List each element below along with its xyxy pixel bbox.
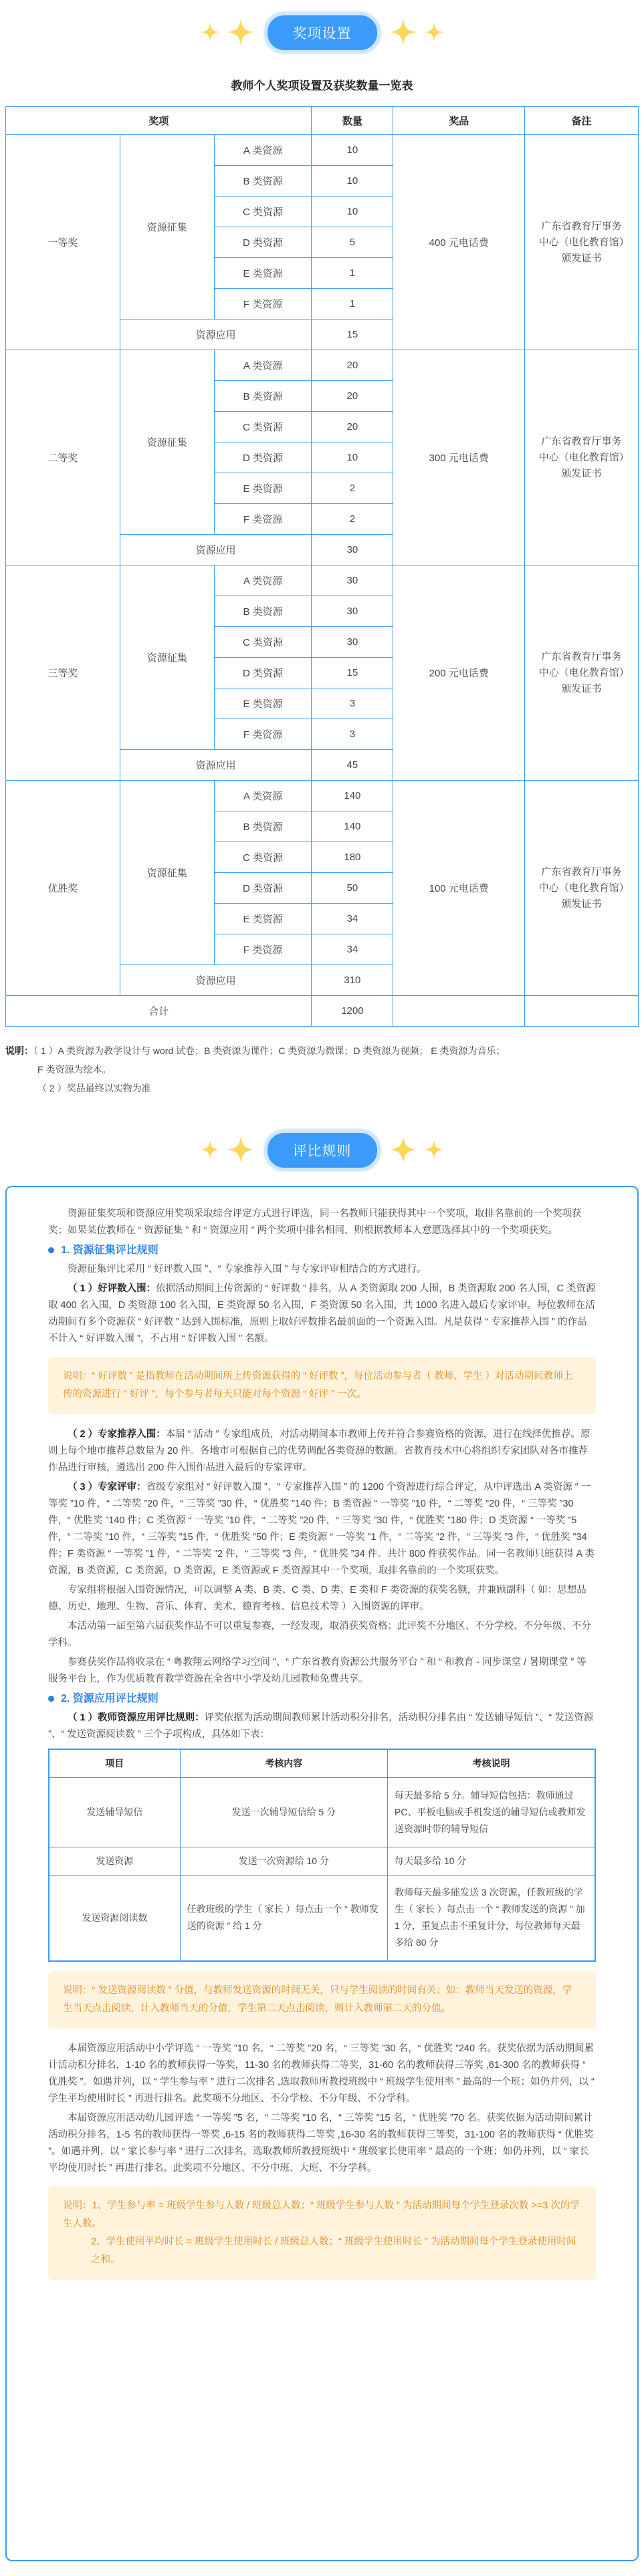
rules-heading-apply: [48, 1690, 596, 1707]
rules-p7: 本届资源应用活动中小学评选 “ 一等奖 ”10 名，“ 二等奖 ”20 名，“ 三等奖 ”30 名，“ 优胜奖 ”240 名。获奖依据为活动期间累计活动积分排名，1-10 名的教师获得一等奖，11-30 名的教师获得二等奖，31-60 名的教师获得三等奖 ,61-300 名的教师获得 “ 优胜奖 ”。如遇并列，以 “ 学生参与率 ” 进行二次排名 ,选取教师所教授班级中 “ 班级学生使用率 ” 最高的一个班；如仍并列，以 “ 学生平均使用时长 ” 再进行排名。此奖项不分地区、不分学校、不分年级、不分学科。: [48, 2043, 595, 2104]
score-desc: 每天最多给 10 分: [388, 1847, 595, 1876]
award-count: 3: [312, 719, 393, 750]
award-count: 2: [312, 473, 393, 504]
total-value: 1200: [312, 996, 393, 1027]
apply-count: 15: [312, 319, 393, 350]
award-count: 1: [312, 289, 393, 319]
award-count: 20: [312, 350, 393, 381]
resource-type: F 类资源: [214, 934, 312, 965]
score-desc: 教师每天最多能发送 3 次资源，任教班级的学生（ 家长 ）每点击一个 “ 教师发送的资源 ” 加 1 分，重复点击不重复计分，每位教师每天最多给 80 分: [388, 1876, 595, 1961]
award-prize: 400 元电话费: [393, 135, 525, 350]
table-row: [6, 996, 639, 1027]
score-header-desc: 考核说明: [388, 1749, 595, 1778]
table-row: [6, 781, 639, 811]
section-title-rules: 评比规则: [264, 1130, 381, 1171]
score-item: 发送辅导短信: [49, 1778, 180, 1847]
award-count: 2: [312, 504, 393, 535]
table-notes: [5, 1041, 644, 1098]
award-count: 1: [312, 258, 393, 289]
award-prize: 100 元电话费: [393, 781, 525, 996]
award-count: 10: [312, 197, 393, 227]
rules-p3-title: （ 3 ）专家评审：: [68, 1482, 146, 1493]
resource-type: A 类资源: [214, 565, 312, 596]
category-collect: 资源征集: [120, 565, 214, 750]
resource-type: D 类资源: [214, 658, 312, 688]
award-note: 广东省教育厅事务中心（电化教育馆）颁发证书: [525, 565, 639, 781]
note-2-text: 说明：“ 发送资源阅读数 ” 分值，与教师发送资源的时间无关，只与学生阅读的时间有关；如：教师当天发送的资源，学生当天点击阅读，计入教师当天的分值，学生第二天点击阅读，则计入教师第二天的分值。: [63, 1984, 572, 2014]
rules-p5: 本活动第一届至第六届获奖作品不可以重复参赛，一经发现，取消获奖资格；此评奖不分地区、不分学校、不分年级、不分学科。: [48, 1621, 591, 1648]
rules-heading-collect-text: 1. 资源征集评比规则: [61, 1245, 158, 1256]
note-box-3: [48, 2186, 596, 2280]
total-label: 合计: [6, 996, 312, 1027]
apply-count: 310: [312, 965, 393, 996]
award-count: 180: [312, 842, 393, 873]
score-content: 发送一次资源给 10 分: [180, 1847, 387, 1876]
section-header-awards: [0, 8, 644, 57]
rules-heading-collect: [48, 1242, 596, 1259]
resource-type: F 类资源: [214, 504, 312, 535]
rules-p2-body: 本届 “ 活动 ” 专家组成员，对活动期间本市教师上传并符合参赛资格的资源，进行在线择优推荐。原则上每个地市推荐总数量为 20 件。各地市可根据自己的优势调配各类资源的数额。省教育技术中心将组织专家团队对各市推荐作品进行审核，遴选出 200 件入围作品进入最后的专家评审。: [48, 1429, 591, 1473]
header-note: 备注: [525, 107, 639, 135]
category-apply: 资源应用: [120, 535, 312, 565]
award-name: 三等奖: [6, 565, 120, 781]
award-count: 30: [312, 565, 393, 596]
star-icon: [227, 19, 254, 45]
star-icon: [390, 1136, 417, 1163]
category-apply: 资源应用: [120, 319, 312, 350]
apply-count: 30: [312, 535, 393, 565]
resource-type: D 类资源: [214, 442, 312, 473]
category-collect: 资源征集: [120, 350, 214, 535]
resource-type: F 类资源: [214, 289, 312, 319]
award-count: 10: [312, 166, 393, 197]
table-row: [6, 350, 639, 381]
resource-type: C 类资源: [214, 842, 312, 873]
resource-type: F 类资源: [214, 719, 312, 750]
rules-p1-body: 依据活动期间上传资源的 “ 好评数 ” 排名，从 A 类资源取 200 人围，B 类资源取 200 名人围，C 类资源取 400 名入围，D 类资源 100 名入围，E 类资源 50 名入围，F 类资源 50 名入围，共 1000 名进入最后专家评审。每位教师在活动期间有多个资源获 “ 好评数 ” 达到入围标准，原则上取好评数排名最前面的一个资源入围。凡是获得 “ 专家推荐入围 ” 的作品不计入 “ 好评数入围 ”，不占用 “ 好评数入围 ” 名额。: [48, 1283, 596, 1344]
resource-type: C 类资源: [214, 197, 312, 227]
empty-cell: [525, 996, 639, 1027]
resource-type: E 类资源: [214, 473, 312, 504]
score-item: 发送资源: [49, 1847, 180, 1876]
notes-line1b: F 类资源为绘本。: [37, 1064, 112, 1075]
category-apply: 资源应用: [120, 750, 312, 781]
rules-heading-apply-text: 2. 资源应用评比规则: [61, 1693, 158, 1704]
rules-p4: 专家组将根据入围资源情况，可以调整 A 类、B 类、C 类、D 类、E 类和 F 类资源的获奖名额，并兼顾副科（ 如：思想品德、历史、地理、生物、音乐、体育、美术、德育考核、信息技术等 ）入围资源的评审。: [48, 1585, 586, 1612]
award-name: 优胜奖: [6, 781, 120, 996]
resource-type: B 类资源: [214, 166, 312, 197]
star-icon: [425, 23, 443, 41]
bullet-dot-icon: [48, 1696, 54, 1702]
header-count: 数量: [312, 107, 393, 135]
rules-p6: 参赛获奖作品将收录在 “ 粤教翔云网络学习空间 ”、“ 广东省教育资源公共服务平台 ” 和 “ 和教育 - 同步课堂 / 暑期课堂 ” 等服务平台上，作为优质教育教学资源在全省中小学及幼儿园教师免费共享。: [48, 1657, 586, 1684]
resource-type: D 类资源: [214, 873, 312, 904]
award-count: 3: [312, 688, 393, 719]
award-count: 140: [312, 781, 393, 811]
note-3a-text: 说明：1、学生参与率 = 班级学生参与人数 / 班级总人数；“ 班级学生参与人数 ” 为活动期间每个学生登录次数 >=3 次的学生人数。: [63, 2200, 580, 2229]
empty-cell: [393, 996, 525, 1027]
score-header-item: 项目: [49, 1749, 180, 1778]
section-title-awards: 奖项设置: [264, 12, 381, 53]
rules-h1-desc: 资源征集评比采用 “ 好评数入围 ”、“ 专家推荐入围 ” 与专家评审相结合的方式进行。: [68, 1264, 427, 1275]
score-header-content: 考核内容: [180, 1749, 387, 1778]
resource-type: D 类资源: [214, 227, 312, 258]
award-count: 50: [312, 873, 393, 904]
rules-box: [5, 1186, 639, 2561]
table-row: [6, 135, 639, 166]
category-collect: 资源征集: [120, 135, 214, 319]
award-name: 一等奖: [6, 135, 120, 350]
award-count: 5: [312, 227, 393, 258]
score-desc: 每天最多给 5 分。辅导短信包括：教师通过 PC、平板电脑或手机发送的辅导短信或教师发送资源时带的辅导短信: [388, 1778, 595, 1847]
rules-p3: [48, 1479, 596, 1579]
star-icon: [227, 1136, 254, 1163]
resource-type: B 类资源: [214, 381, 312, 412]
resource-type: A 类资源: [214, 350, 312, 381]
rules-p1-title: （ 1 ）好评数入围：: [68, 1283, 156, 1294]
award-note: 广东省教育厅事务中心（电化教育馆）颁发证书: [525, 350, 639, 565]
award-count: 20: [312, 412, 393, 442]
award-note: 广东省教育厅事务中心（电化教育馆）颁发证书: [525, 135, 639, 350]
resource-type: B 类资源: [214, 596, 312, 627]
star-icon: [425, 1140, 443, 1159]
table-row: [6, 565, 639, 596]
award-count: 10: [312, 135, 393, 166]
score-item: 发送资源阅读数: [49, 1876, 180, 1961]
notes-line1: （ 1 ）A 类资源为教学设计与 word 试卷；B 类资源为课件；C 类资源为微课；D 类资源为视频； E 类资源为音乐；: [33, 1045, 506, 1056]
rules-intro: 资源征集奖项和资源应用奖项采取综合评定方式进行评选，同一名教师只能获得其中一个奖项，取排名靠前的一个奖项获奖；如果某位教师在 “ 资源征集 ” 和 “ 资源应用 ” 两个奖项中排名相同，则根据教师本人意愿选择其中的一个奖项获奖。: [48, 1208, 582, 1236]
award-count: 30: [312, 627, 393, 658]
rules-q1: [48, 1710, 596, 1743]
table-title: 教师个人奖项设置及获奖数量一览表: [231, 80, 413, 92]
award-table: [5, 106, 639, 1027]
resource-type: E 类资源: [214, 258, 312, 289]
table-row: [49, 1847, 595, 1876]
note-1-text: 说明：“ 好评数 ” 是指教师在活动期间所上传资源获得的 “ 好评数 ”，每位活动参与者（ 教师、学生 ）对活动期间教师上传的资源进行 “ 好评 ”，每个参与者每天只能对每个资源 “ 好评 ” 一次。: [63, 1371, 573, 1400]
rules-p3-body: 省级专家组对 “ 好评数入围 ”、“ 专家推荐入围 ” 的 1200 个资源进行综合评定，从中评选出 A 类资源 “ 一等奖 ”10 件，“ 二等奖 ”20 件，“ 三等奖 ”30 件，“ 优胜奖 ”140 件；B 类资源 “ 一等奖 ”10 件，“ 二等奖 ”20 件，“ 三等奖 ”30 件，“ 优胜奖 ”140 件；C 类资源 “ 一等奖 ”10 件，“ 二等奖 ”20 件，“ 三等奖 ”30 件，“ 优胜奖 ”180 件；D 类资源 “ 一等奖 ”5 件，“ 二等奖 ”10 件，“ 三等奖 ”15 件，“ 优胜奖 ”50 件；E 类资源 “ 一等奖 ”1 件，“ 二等奖 ”2 件，“ 三等奖 ”3 件，“ 优胜奖 ”34 件；F 类资源 “ 一等奖 ”1 件，“ 二等奖 ”2 件，“ 三等奖 ”3 件，“ 优胜奖 ”34 件。共计 800 件获奖作品。同一名教师只能获得 A 类资源，B 类资源，C 类资源，D 类资源，E 类资源或 F 类资源其中一个奖项，取排名靠前的一个奖项获奖。: [48, 1482, 595, 1576]
rules-p2-title: （ 2 ）专家推荐入围：: [68, 1429, 166, 1440]
rules-q1-title: （ 1 ）教师资源应用评比规则：: [68, 1712, 205, 1723]
award-prize: 200 元电话费: [393, 565, 525, 781]
award-prize: 300 元电话费: [393, 350, 525, 565]
award-count: 140: [312, 811, 393, 842]
resource-type: C 类资源: [214, 412, 312, 442]
note-box-1: [48, 1357, 596, 1414]
resource-type: A 类资源: [214, 135, 312, 166]
award-table-body: [6, 135, 639, 1027]
resource-type: C 类资源: [214, 627, 312, 658]
notes-line2: （ 2 ）奖品最终以实物为准: [37, 1083, 151, 1093]
note-3b-text: 2、学生使用平均时长 = 班级学生使用时长 / 班级总人数；“ 班级学生使用时长 ” 为活动期间每个学生登录使用时间之和。: [91, 2236, 576, 2265]
resource-type: B 类资源: [214, 811, 312, 842]
category-apply: 资源应用: [120, 965, 312, 996]
section-header-rules: [0, 1126, 644, 1175]
apply-count: 45: [312, 750, 393, 781]
rules-q1-body: 评奖依据为活动期间教师累计活动积分排名，活动积分排名由 “ 发送辅导短信 ”、“ 发送资源 ”、“ 发送资源阅读数 ” 三个子项构成，具体如下表：: [48, 1712, 594, 1740]
resource-type: E 类资源: [214, 904, 312, 934]
table-row: [49, 1778, 595, 1847]
award-count: 20: [312, 381, 393, 412]
note-box-2: [48, 1971, 596, 2029]
header-prize: 奖品: [393, 107, 525, 135]
table-row: [49, 1876, 595, 1961]
score-table: [48, 1749, 596, 1962]
rules-p2: [48, 1426, 596, 1476]
rules-p8: 本届资源应用活动幼儿园评选 “ 一等奖 ”5 名，“ 二等奖 ”10 名，“ 三等奖 ”15 名，“ 优胜奖 ”70 名。获奖依据为活动期间累计活动积分排名，1-5 名的教师获得一等奖 ,6-15 名的教师获得二等奖 ,16-30 名的教师获得三等奖，31-100 名的教师获得 “ 优胜奖 ”。如遇并列，以 “ 家长参与率 ” 进行二次排名，选取教师所教授班级中 “ 班级家长使用率 ” 最高的一个班；如仍并列，以 “ 家长平均使用时长 ” 再进行排名。此奖项不分地区、不分中班、大班、不分学科。: [48, 2112, 594, 2174]
score-content: 发送一次辅导短信给 5 分: [180, 1778, 387, 1847]
award-count: 34: [312, 904, 393, 934]
category-collect: 资源征集: [120, 781, 214, 965]
star-icon: [390, 19, 417, 45]
award-name: 二等奖: [6, 350, 120, 565]
resource-type: E 类资源: [214, 688, 312, 719]
award-count: 15: [312, 658, 393, 688]
notes-label: 说明：: [5, 1045, 33, 1056]
score-content: 任教班级的学生（ 家长 ）每点击一个 “ 教师发送的资源 ” 给 1 分: [180, 1876, 387, 1961]
award-count: 10: [312, 442, 393, 473]
star-icon: [201, 1140, 219, 1159]
award-count: 34: [312, 934, 393, 965]
header-award: 奖项: [6, 107, 312, 135]
rules-p1: [48, 1281, 596, 1347]
bullet-dot-icon: [48, 1247, 54, 1253]
award-count: 30: [312, 596, 393, 627]
award-note: 广东省教育厅事务中心（电化教育馆）颁发证书: [525, 781, 639, 996]
star-icon: [201, 23, 219, 41]
resource-type: A 类资源: [214, 781, 312, 811]
